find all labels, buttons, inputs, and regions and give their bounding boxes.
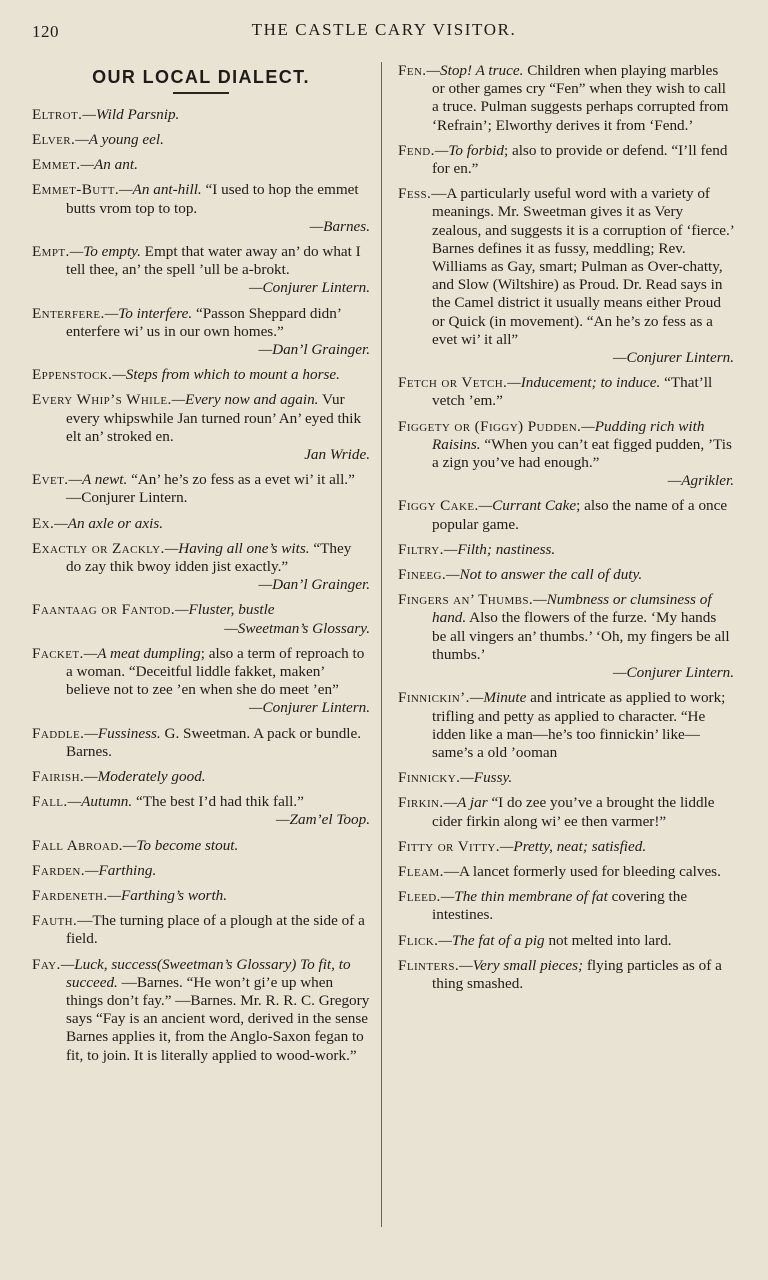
entry-headword: Filtry. [398, 540, 444, 558]
entry-definition: —A meat dumpling [83, 644, 201, 662]
dialect-entry [32, 956, 370, 1065]
dialect-entry [398, 888, 734, 924]
entry-headword: Fleed. [398, 888, 441, 906]
entry-text: covering the intestines. [432, 888, 688, 924]
dialect-entry [32, 793, 370, 829]
entry-definition: —Fluster, bustle [174, 601, 275, 619]
entry-text: G. Sweetman. A pack or bundle. Barnes. [66, 724, 362, 760]
entry-headword: Eltrot. [32, 105, 83, 123]
entry-text: ; also to provide or defend. “I’ll fend for en.” [432, 141, 728, 178]
entry-text: “An’ he’s zo fess as a evet wi’ it all.” —Conjurer Lintern. [66, 471, 355, 507]
dialect-entry [32, 725, 370, 761]
entry-attribution: Jan Wride. [304, 445, 370, 463]
dialect-entry [398, 185, 734, 367]
entry-text: “I do zee you’ve a brought the liddle cider firkin along wi’ ee then varmer!” [432, 794, 715, 830]
entry-headword: Fetch or Vetch. [398, 374, 508, 392]
entry-definition: —The thin membrane of fat [440, 888, 608, 906]
entry-headword: Figgy Cake. [398, 497, 479, 515]
dialect-entry [32, 305, 370, 360]
entry-definition: —Having all one’s wits. [164, 539, 310, 557]
section-title: OUR LOCAL DIALECT. [92, 67, 310, 87]
entry-attribution: —Dan’l Grainger. [258, 576, 370, 594]
entry-definition: —Numbness or clumsiness of hand. [432, 591, 712, 627]
entry-text: Also the flowers of the furze. ‘My hands be all vingers an’ thumbs.’ ‘Oh, my fingers be all thumbs.’ [432, 609, 730, 663]
entry-headword: Fall. [32, 793, 68, 811]
dialect-entry [32, 131, 370, 149]
entry-headword: Fend. [398, 141, 435, 159]
entry-definition: —Wild Parsnip. [82, 105, 180, 123]
entry-text: Empt that water away an’ do what I tell thee, an’ the spell ’ull be a-brokt. [66, 242, 361, 279]
entry-headword: Faantaag or Fantod. [32, 601, 175, 619]
dialect-entry [398, 838, 734, 856]
dialect-entry [32, 243, 370, 298]
entry-headword: Faddle. [32, 724, 85, 742]
entry-headword: Flick. [398, 931, 439, 949]
entry-headword: Farden. [32, 861, 85, 879]
entry-headword: Flinters. [398, 956, 460, 974]
column-divider [381, 62, 382, 1227]
entry-definition: —Steps from which to mount a horse. [112, 366, 340, 384]
entry-headword: Firkin. [398, 794, 444, 812]
dialect-entry [32, 768, 370, 786]
entry-definition: —Inducement; to induce. [507, 374, 661, 392]
entry-definition: —Very small pieces; [459, 956, 584, 974]
entry-headword: Fleam. [398, 862, 444, 880]
entry-headword: Enterfere. [32, 304, 105, 322]
entry-definition: —Pudding rich with Raisins. [432, 417, 705, 453]
dialect-entry [32, 156, 370, 174]
entry-headword: Ex. [32, 514, 55, 532]
entry-headword: Every Whip’s While. [32, 391, 172, 409]
entry-attribution: —Sweetman’s Glossary. [224, 619, 370, 637]
right-column [398, 62, 734, 1000]
dialect-entry [32, 645, 370, 718]
entry-headword: Fardeneth. [32, 887, 108, 905]
entry-text: ; also the name of a once popular game. [432, 497, 728, 533]
dialect-entry [32, 515, 370, 533]
entry-headword: Elver. [32, 130, 76, 148]
dialect-entry [398, 863, 734, 881]
dialect-entry [32, 837, 370, 855]
dialect-entry [32, 471, 370, 507]
entry-text: “Passon Sheppard didn’ enterfere wi’ us in our own homes.” [66, 304, 341, 340]
entry-text: “When you can’t eat figged pudden, ’Tis a zign you’ve had enough.” [432, 435, 732, 472]
entry-definition: —Farthing’s worth. [107, 887, 228, 905]
dialect-entry [398, 689, 734, 762]
entry-headword: Fairish. [32, 768, 85, 785]
entry-definition: —To become stout. [122, 836, 239, 854]
dialect-entry [398, 541, 734, 559]
dialect-entry [398, 932, 734, 950]
entry-definition: —Fussy. [460, 769, 513, 787]
dialect-entry [32, 912, 370, 948]
dialect-entry [32, 181, 370, 236]
entry-definition: —An axle or axis. [54, 514, 164, 532]
entry-definition: —Currant Cake [478, 497, 577, 515]
entry-attribution: —Conjurer Lintern. [613, 349, 734, 367]
entry-headword: Eppenstock. [32, 366, 113, 384]
entry-headword: Empt. [32, 242, 70, 260]
entry-definition: —An ant. [80, 156, 138, 174]
entry-headword: Fess. [398, 185, 432, 203]
entry-headword: Evet. [32, 471, 69, 489]
entry-headword: Finnicky. [398, 769, 461, 787]
dialect-entry [398, 497, 734, 533]
entry-definition: —The fat of a pig [438, 931, 545, 949]
left-column [32, 62, 370, 1072]
right-entries [398, 62, 734, 993]
entry-definition: —A young eel. [75, 130, 164, 148]
dialect-entry [32, 887, 370, 905]
entry-definition: —Minute [469, 689, 527, 707]
entry-headword: Fineeg. [398, 566, 447, 584]
dialect-entry [398, 769, 734, 787]
entry-headword: Finnickin’. [398, 689, 470, 707]
entry-definition: —Autumn. [67, 793, 133, 811]
entry-definition: —Filth; nastiness. [443, 540, 556, 558]
entry-definition: —To interfere. [104, 304, 193, 322]
entry-text: and intricate as applied to work; trifling and petty as applied to character. “He idden like a man—he’s too finnickin’ like—same’s a old ’ooman [432, 689, 726, 761]
entry-definition: —An ant-hill. [119, 181, 202, 199]
page-number: 120 [32, 22, 59, 41]
dialect-entry [398, 957, 734, 993]
dialect-entry [398, 62, 734, 135]
entry-text: Vur every whipswhile Jan turned roun’ An’ eyed thik elt an’ stroked en. [66, 391, 362, 445]
entry-text: —A lancet formerly used for bleeding calves. [443, 862, 721, 880]
entry-text: —A particularly useful word with a variety of meanings. Mr. Sweetman gives it as Very zealous, and suggests it is a corruption of ‘fierce.’ Barnes defines it as fussy, meddling; Rev. Williams as Gay, smart; Pulman as Over-chatty, and Slow (Wiltshire) as Proud. Dr. Read says in the Camel district it usually means either Proud or Quick (in movement). “An he’s zo fess as a evet wi’ it all” [431, 185, 734, 348]
entry-definition: —A newt. [68, 471, 128, 489]
entry-headword: Emmet. [32, 156, 81, 174]
entry-attribution: —Zam’el Toop. [276, 811, 370, 829]
entry-definition: —Luck, success(Sweetman’s Glossary) To fit, to succeed. [60, 955, 351, 991]
entry-definition: —Every now and again. [171, 391, 319, 409]
entry-definition: —Moderately good. [84, 768, 206, 785]
dialect-entry [398, 374, 734, 410]
dialect-entry [398, 794, 734, 830]
entry-headword: Figgety or (Figgy) Pudden. [398, 417, 582, 435]
entry-text: —The turning place of a plough at the side of a field. [66, 912, 365, 948]
dialect-entry [32, 601, 370, 637]
running-title: THE CASTLE CARY VISITOR. [251, 20, 517, 39]
entry-attribution: —Conjurer Lintern. [249, 279, 370, 297]
entry-text: ; also a term of reproach to a woman. “Deceitful liddle fakket, maken’ believe not to zee ’en when she do meet ’en” [66, 644, 365, 699]
dialect-entry [398, 566, 734, 584]
title-rule [173, 92, 229, 94]
left-entries [32, 106, 370, 1065]
entry-text: flying particles as of a thing smashed. [432, 956, 722, 992]
entry-text: Children when playing marbles or other games cry “Fen” when they wish to call a truce. Pulman suggests perhaps corrupted from ‘Refrain’; Elworthy derives it from ‘Fend.’ [432, 62, 729, 134]
entry-definition: —Stop! A truce. [426, 62, 524, 79]
entry-definition: —Not to answer the call of duty. [446, 566, 643, 584]
entry-definition: —A jar [443, 794, 488, 812]
entry-headword: Facket. [32, 644, 84, 662]
entry-attribution: —Dan’l Grainger. [258, 340, 370, 358]
entry-text: “The best I’d had thik fall.” [132, 793, 304, 811]
entry-headword: Fingers an’ Thumbs. [398, 591, 534, 609]
entry-attribution: —Conjurer Lintern. [613, 664, 734, 682]
entry-headword: Fall Abroad. [32, 836, 123, 854]
entry-definition: —To forbid [434, 141, 504, 159]
dialect-entry [32, 106, 370, 124]
entry-attribution: —Agrikler. [667, 472, 734, 490]
dialect-entry [32, 540, 370, 595]
entry-headword: Fauth. [32, 912, 78, 930]
dialect-entry [32, 862, 370, 880]
dialect-entry [32, 391, 370, 464]
entry-text: “They do zay thik bwoy idden jist exactly.” [66, 539, 352, 575]
entry-text: —Barnes. “He won’t gi’e up when things don’t fay.” —Barnes. Mr. R. R. C. Gregory says “Fay is an ancient word, derived in the sense Barnes applies it, from the Anglo-Saxon fegan to fit, to join. It is literally applied to wood-work.” [66, 973, 370, 1064]
entry-headword: Fen. [398, 62, 427, 79]
dialect-entry [398, 142, 734, 178]
entry-text: not melted into lard. [544, 931, 672, 949]
entry-text: “I used to hop the emmet butts vrom top to top. [66, 181, 359, 217]
entry-text: “That’ll vetch ’em.” [432, 374, 713, 410]
entry-attribution: —Conjurer Lintern. [249, 699, 370, 717]
entry-headword: Fitty or Vitty. [398, 837, 500, 855]
entry-definition: —Pretty, neat; satisfied. [499, 837, 647, 855]
entry-definition: —Fussiness. [84, 724, 161, 742]
entry-attribution: —Barnes. [309, 217, 370, 235]
page-header [0, 18, 768, 48]
entry-headword: Exactly or Zackly. [32, 539, 165, 557]
entry-headword: Emmet-Butt. [32, 181, 120, 199]
entry-definition: —To empty. [69, 242, 141, 260]
entry-definition: —Farthing. [84, 861, 157, 879]
dialect-entry [32, 366, 370, 384]
dialect-entry [398, 418, 734, 491]
entry-headword: Fay. [32, 955, 61, 973]
dialect-entry [398, 591, 734, 682]
